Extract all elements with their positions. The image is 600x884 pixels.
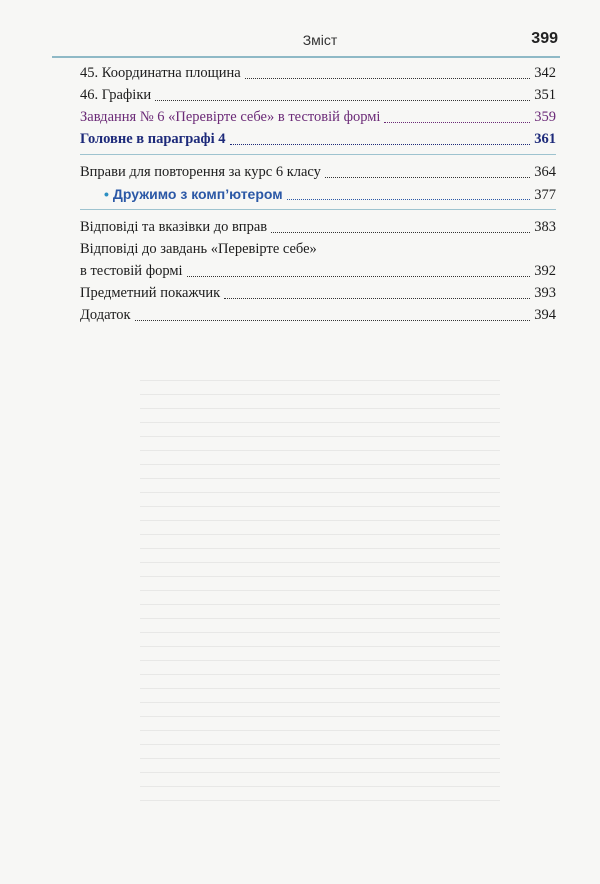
- toc-entry-page: 392: [534, 263, 556, 279]
- toc-entry-label: 45. Координатна площина: [80, 65, 241, 81]
- toc-entry-page: 351: [534, 87, 556, 103]
- toc-entry-review[interactable]: [80, 161, 556, 183]
- bleed-through-text: [140, 380, 500, 810]
- toc-entry-label: Дружимо з комп’ютером: [112, 186, 283, 202]
- toc-entry-computer[interactable]: [80, 183, 556, 205]
- toc-entry-answers-tests[interactable]: [80, 238, 556, 282]
- dot-leader: [287, 199, 531, 200]
- toc-entry-label: Додаток: [80, 307, 131, 323]
- toc-entry-page: 377: [534, 187, 556, 203]
- toc-entry-label: Вправи для повторення за курс 6 класу: [80, 164, 321, 180]
- toc-entry-line2: [80, 260, 556, 282]
- table-of-contents: [80, 62, 556, 326]
- section-divider: [80, 209, 556, 210]
- toc-entry-page: 361: [534, 131, 556, 147]
- toc-entry-label: Предметний покажчик: [80, 285, 221, 301]
- toc-entry-page: 393: [534, 285, 556, 301]
- toc-entry-page: 394: [534, 307, 556, 323]
- toc-entry-index[interactable]: [80, 282, 556, 304]
- toc-entry-appendix[interactable]: [80, 304, 556, 326]
- dot-leader: [224, 298, 530, 299]
- toc-entry-label: Завдання № 6 «Перевірте себе» в тестовій формі: [80, 109, 381, 125]
- toc-entry-label: Головне в параграфі 4: [80, 131, 226, 147]
- dot-leader: [384, 122, 530, 123]
- toc-entry-label: Відповіді та вказівки до вправ: [80, 219, 268, 235]
- section-divider: [80, 154, 556, 155]
- toc-entry-page: 383: [534, 219, 556, 235]
- toc-entry-task-6[interactable]: [80, 106, 556, 128]
- dot-leader: [187, 276, 531, 277]
- toc-entry-45[interactable]: [80, 62, 556, 84]
- toc-entry-label: 46. Графіки: [80, 87, 152, 103]
- dot-leader: [271, 232, 530, 233]
- toc-entry-page: 359: [534, 109, 556, 125]
- toc-entry-label-line1: Відповіді до завдань «Перевірте себе»: [80, 241, 317, 257]
- bullet-icon: •: [104, 186, 109, 202]
- toc-entry-answers[interactable]: [80, 216, 556, 238]
- header-rule: [52, 56, 560, 58]
- dot-leader: [155, 100, 530, 101]
- page-header: [80, 30, 560, 56]
- running-title: Зміст: [302, 32, 338, 48]
- toc-entry-label-wrap: [104, 183, 285, 205]
- dot-leader: [245, 78, 531, 79]
- page-number: 399: [531, 30, 558, 47]
- toc-entry-46[interactable]: [80, 84, 556, 106]
- dot-leader: [135, 320, 531, 321]
- toc-entry-page: 364: [534, 164, 556, 180]
- dot-leader: [230, 144, 531, 145]
- toc-entry-label-line2: в тестовій формі: [80, 263, 183, 279]
- dot-leader: [325, 177, 530, 178]
- toc-entry-page: 342: [534, 65, 556, 81]
- toc-entry-main-4[interactable]: [80, 128, 556, 150]
